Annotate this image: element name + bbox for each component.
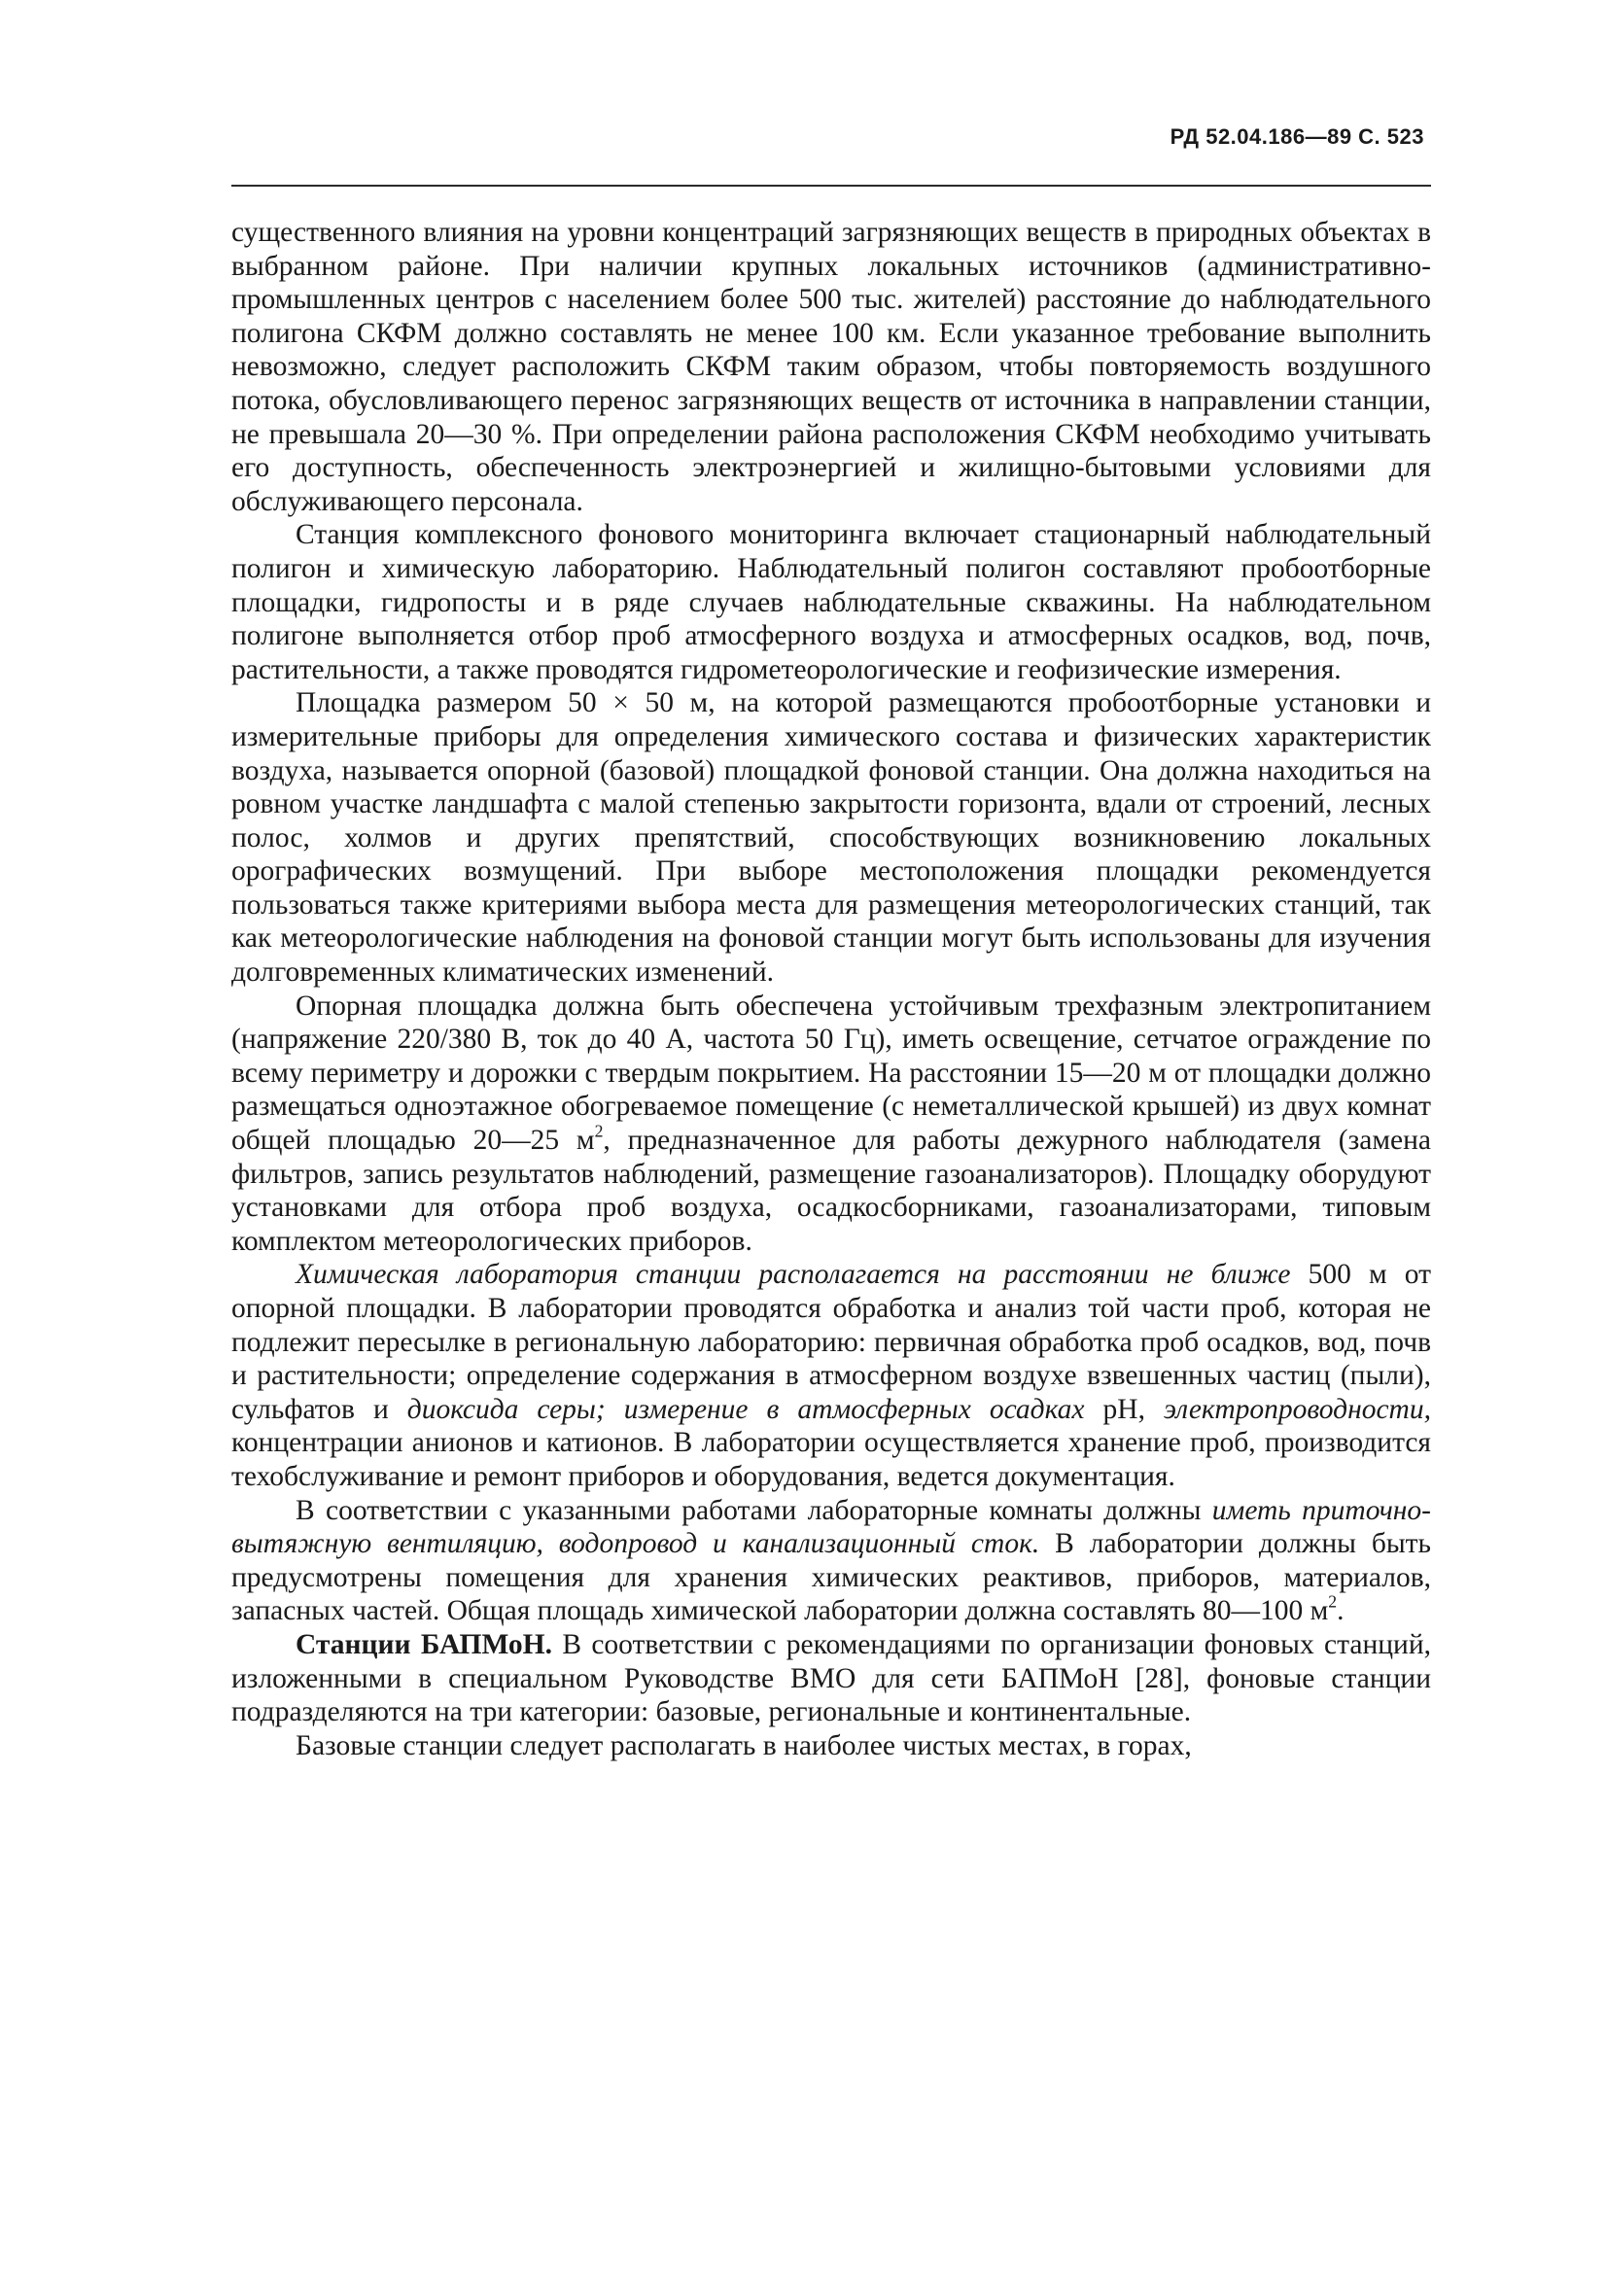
text-run: В соответствии с рекомендациями по организации фоновых станций, изложенными в специальном Руководстве ВМО для сети БАПМоН [28], фоновые станции подразделяются на три категории: базовые, региональные и континентальные. [231, 1628, 1431, 1728]
header-rule [231, 185, 1431, 187]
text-run: В лаборатории должны быть предусмотрены помещения для хранения химических реактивов, приборов, материалов, запасных частей. Общая площадь химической лаборатории должна составлять 80—100 м [231, 1528, 1431, 1627]
italic-run: электропроводности, [1163, 1393, 1431, 1425]
paragraph-bapmon [231, 1628, 1431, 1729]
text-run: концентрации анионов и катионов. В лаборатории осуществляется хранение проб, производится техобслуживание и ремонт приборов и оборудования, ведется документация. [231, 1427, 1431, 1492]
italic-run: Химическая лаборатория станции располагается на расстоянии не ближе [296, 1259, 1291, 1291]
superscript: 2 [594, 1121, 604, 1141]
running-header: РД 52.04.186—89 С. 523 [1170, 124, 1424, 149]
body-text [231, 216, 1431, 1762]
text-run: В соответствии с указанными работами лабораторные комнаты должны [296, 1494, 1212, 1526]
text-run: Опорная площадка должна быть обеспечена устойчивым трехфазным электропитанием (напряжение 220/380 В, ток до 40 А, частота 50 Гц), иметь освещение, сетчатое ограждение по всему периметру и дорожки с твердым покрытием. На расстоянии 15—20 м от площадки должно размещаться одноэтажное обогреваемое помещение (с неметаллической крышей) из двух комнат общей площадью 20—25 м [231, 990, 1431, 1157]
italic-run: иметь приточно-вытяжную вентиляцию, водопровод и канализационный сток. [231, 1494, 1431, 1560]
paragraph-base-stations: Базовые станции следует располагать в наиболее чистых местах, в горах, [296, 1729, 1192, 1761]
bold-run: Станции БАПМоН. [296, 1628, 552, 1660]
paragraph-site-power [231, 990, 1431, 1259]
text-run: 500 м от опорной площадки. В лаборатории проводятся обработка и анализ той части проб, которая не подлежит пересылке в региональную лабораторию: первичная обработка проб осадков, вод, почв и растительности; определение содержания в атмосферном воздухе взвешенных частиц (пыли), сульфатов и [231, 1259, 1432, 1425]
paragraph-lab-rooms [231, 1494, 1431, 1628]
paragraph-continuation: существенного влияния на уровни концентраций загрязняющих веществ в природных объектах в выбранном районе. При наличии крупных локальных источников (административно-промышленных центров с населением более 500 тыс. жителей) расстояние до наблюдательного полигона СКФМ должно составлять не менее 100 км. Если указанное требование выполнить невозможно, следует расположить СКФМ таким образом, чтобы повторяемость воздушного потока, обусловливающего перенос загрязняющих веществ от источника в направлении станции, не превышала 20—30 %. При определении района расположения СКФМ необходимо учитывать его доступность, обеспеченность электроэнергией и жилищно-бытовыми условиями для обслуживающего персонала. [231, 217, 1431, 517]
italic-run: диоксида серы; измерение в атмосферных осадках [406, 1393, 1085, 1425]
paragraph-chem-lab [231, 1258, 1431, 1493]
superscript: 2 [1328, 1591, 1338, 1612]
text-run: , предназначенное для работы дежурного наблюдателя (замена фильтров, запись результатов наблюдений, размещение газоанализаторов). Площадку оборудуют установками для отбора проб воздуха, осадкосборниками, газоанализаторами, типовым комплектом метеорологических приборов. [231, 1125, 1431, 1257]
paragraph-base-site: Площадка размером 50 × 50 м, на которой размещаются пробоотборные установки и измерительные приборы для определения химического состава и физических характеристик воздуха, называется опорной (базовой) площадкой фоновой станции. Она должна находиться на ровном участке ландшафта с малой степенью закрытости горизонта, вдали от строений, лесных полос, холмов и других препятствий, способствующих возникновению локальных орографических возмущений. При выборе местоположения площадки рекомендуется пользоваться также критериями выбора места для размещения метеорологических станций, так как метеорологические наблюдения на фоновой станции могут быть использованы для изучения долговременных климатических изменений. [231, 687, 1431, 989]
text-run: . [1337, 1595, 1345, 1627]
paragraph-station-composition: Станция комплексного фонового мониторинга включает стационарный наблюдательный полигон и химическую лабораторию. Наблюдательный полигон составляют пробоотборные площадки, гидропосты и в ряде случаев наблюдательные скважины. На наблюдательном полигоне выполняется отбор проб атмосферного воздуха и атмосферных осадков, вод, почв, растительности, а также проводятся гидрометеорологические и геофизические измерения. [231, 519, 1431, 685]
text-run: рН, [1084, 1393, 1164, 1425]
